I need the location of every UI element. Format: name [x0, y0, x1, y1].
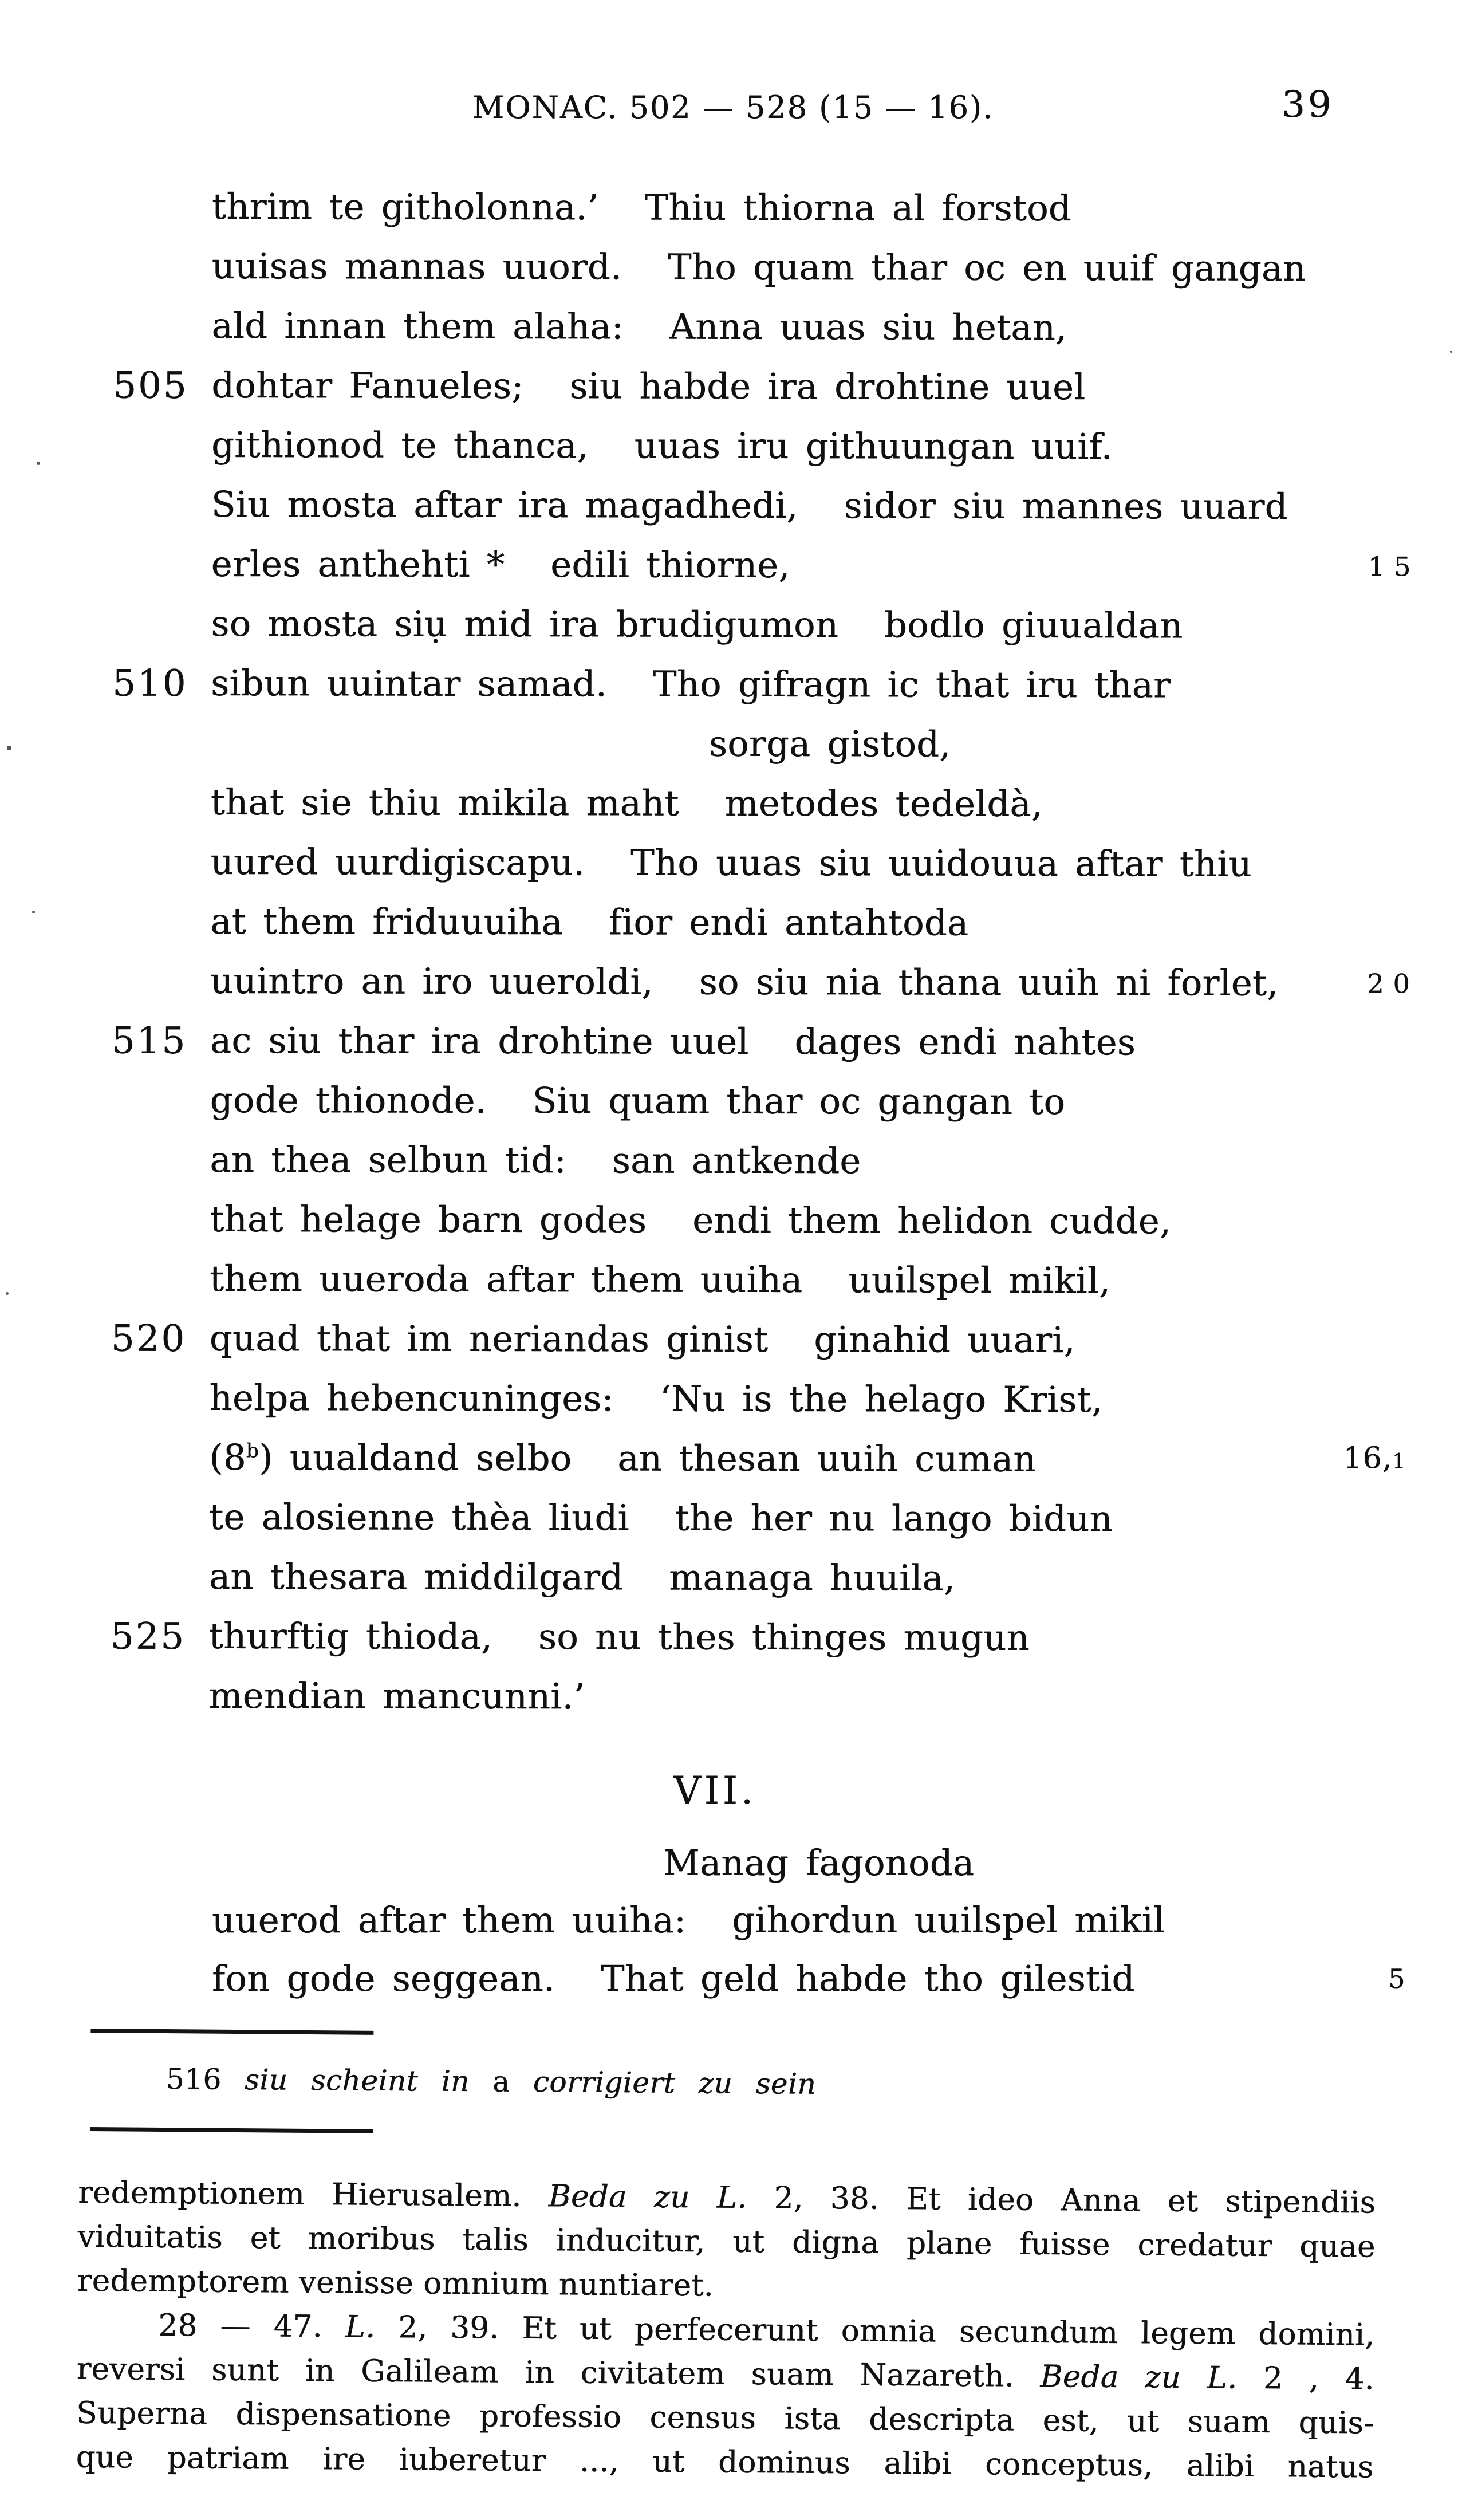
text-segment: que patriam ire iuberetur ..., ut dominus alibi conceptus, alibi natus [76, 2439, 1374, 2485]
half-line-b: That geld habde tho gilestid [601, 1958, 1135, 1999]
half-line-b: endi them helidon cudde, [692, 1199, 1172, 1242]
half-line-a: ac siu thar ira drohtine uuel [210, 1019, 749, 1062]
half-line-b: sidor siu mannes uuard [844, 485, 1288, 527]
margin-line-ref: 5 [1388, 1963, 1405, 1994]
text-segment: redemptionem Hierusalem. [77, 2175, 549, 2214]
half-line-a: that helage barn godes [210, 1198, 647, 1241]
half-line-b: fior endi antahtoda [608, 901, 969, 944]
half-line-a: uuerod aftar them uuiha: [212, 1899, 687, 1941]
page-number: 39 [1282, 84, 1334, 126]
text-segment: 2, 39. Et ut perfecerunt omnia secundum legem domini, [375, 2309, 1375, 2353]
half-line-b: Siu quam thar oc gangan to [532, 1080, 1066, 1123]
half-line-a: at them friduuuiha [210, 900, 563, 943]
half-line-a: githionod te thanca, [211, 423, 589, 467]
half-line-a: Siu mosta aftar ira magadhedi, [211, 483, 798, 527]
commentary-line [76, 2435, 1374, 2490]
half-line-b: dages endi nahtes [794, 1021, 1136, 1064]
half-line-a: them uueroda aftar them uuiha [209, 1257, 803, 1301]
fitte-opening-half-line: Manag fagonoda [663, 1842, 975, 1884]
half-line-b: so nu thes thinges mugun [538, 1616, 1030, 1659]
half-line-b: an thesan uuih cuman [617, 1437, 1037, 1480]
scan-speckle [37, 462, 40, 465]
half-line-a: uuintro an iro uueroldi, [210, 959, 653, 1003]
half-line-b: ginahid uuari, [814, 1318, 1075, 1361]
verse-number: 525 [110, 1615, 186, 1658]
margin-ref-major: 16, [1343, 1441, 1393, 1476]
half-line-b: uuas iru githuungan uuif. [634, 424, 1113, 468]
text-segment: corrigiert zu sein [533, 2065, 817, 2101]
half-line-b: the her nu lango bidun [675, 1497, 1113, 1540]
verse-number: 515 [111, 1019, 187, 1062]
half-line-b: Tho uuas siu uuidouua aftar thiu [630, 841, 1252, 885]
half-line-a: an thesara middilgard [208, 1555, 624, 1598]
footnote-rule [90, 2029, 373, 2035]
half-line-b: uuilspel mikil, [848, 1259, 1111, 1302]
running-head: MONAC. 502 — 528 (15 — 16). [472, 89, 994, 125]
half-line-b: Tho quam thar oc en uuif gangan [667, 246, 1306, 290]
text-segment: siu [244, 2063, 288, 2097]
half-line-b: siu habde ira drohtine uuel [569, 365, 1086, 408]
text-segment: 516 [165, 2062, 245, 2097]
verse-number: 505 [113, 364, 188, 407]
verse-number: 520 [111, 1317, 187, 1360]
text-segment: redemptorem venisse omnium nuntiaret. [77, 2263, 714, 2304]
half-line-a: so mosta siụ mid ira brudigumon [211, 602, 839, 646]
half-line-b: edili thiorne, [550, 544, 790, 586]
margin-ref-minor: 1 [1392, 1450, 1406, 1474]
half-line-a: thrim te githolonna.’ [211, 186, 599, 229]
half-line-a: sibun uuintar samad. [211, 662, 607, 705]
half-line-a: uuisas mannas uuord. [211, 245, 622, 288]
text-segment: scheint in [310, 2064, 470, 2098]
half-line-a: erles anthehti * [211, 542, 505, 586]
half-line-b: bodlo giuualdan [884, 604, 1183, 647]
half-line-b: metodes tedeldà, [724, 782, 1043, 825]
half-line-b: gihordun uuilspel mikil [732, 1899, 1165, 1941]
text-segment: Beda zu L. [1040, 2359, 1238, 2396]
text-segment: 2 , 4. [1236, 2360, 1374, 2397]
half-line-a: quad that im neriandas ginist [209, 1317, 769, 1361]
scan-speckle [7, 746, 11, 750]
margin-line-ref: 15 [1368, 551, 1420, 582]
scan-speckle [32, 911, 35, 914]
scan-speckle [1450, 351, 1452, 353]
half-line-a: gode thionode. [210, 1078, 487, 1122]
half-line-a: dohtar Fanueles; [211, 364, 524, 407]
half-line-a: thurftig thioda, [208, 1615, 493, 1658]
half-line-b: managa huuila, [669, 1556, 955, 1599]
half-line-b: so siu nia thana uuih ni forlet, [699, 960, 1279, 1004]
half-line-b: sorga gistod, [708, 722, 951, 765]
half-line-b: Tho gifragn ic that iru thar [652, 663, 1171, 706]
half-line-a: te alosienne thèa liudi [209, 1495, 629, 1539]
half-line-a: uured uurdigiscapu. [210, 840, 585, 884]
text-segment: reversi sunt in Galileam in civitatem suam Nazareth. [76, 2351, 1041, 2395]
text-segment [287, 2064, 311, 2097]
text-segment: 28 — 47. [158, 2308, 345, 2345]
fitte-heading: VII. [673, 1769, 756, 1813]
verse-number: 510 [112, 662, 188, 705]
half-line-b: ‘Nu is the helago Krist, [659, 1377, 1104, 1421]
half-line-b: Anna uuas siu hetan, [669, 305, 1067, 349]
text-segment: Beda zu L. [548, 2179, 747, 2215]
text-segment: a [469, 2065, 534, 2099]
latin-commentary [76, 2171, 1376, 2490]
half-line-a: an thea selbun tid: [210, 1138, 566, 1182]
text-segment: L. [345, 2309, 376, 2345]
commentary-rule [90, 2127, 373, 2133]
apparatus-footnote [166, 2062, 817, 2101]
half-line-a: that sie thiu mikila maht [210, 781, 679, 824]
margin-line-ref: 20 [1367, 968, 1419, 999]
half-line-a: helpa hebencuninges: [209, 1376, 614, 1420]
half-line-a: (8$^b$) uualdand selbo [209, 1436, 572, 1479]
half-line-b: Thiu thiorna al forstod [644, 186, 1071, 230]
text-segment: viduitatis et moribus talis inducitur, ut digna plane fuisse credatur quae [77, 2219, 1376, 2265]
text-segment: Superna dispensatione professio census ista descripta est, ut suam quis- [76, 2395, 1374, 2441]
half-line-a: fon gode seggean. [212, 1958, 555, 1999]
scan-speckle [6, 1292, 9, 1295]
half-line-a: ald innan them alaha: [211, 304, 624, 348]
text-segment: 2, 38. Et ideo Anna et stipendiis [747, 2180, 1376, 2220]
half-line-a: mendian mancunni.’ [208, 1674, 585, 1718]
half-line-b: san antkende [612, 1139, 861, 1182]
